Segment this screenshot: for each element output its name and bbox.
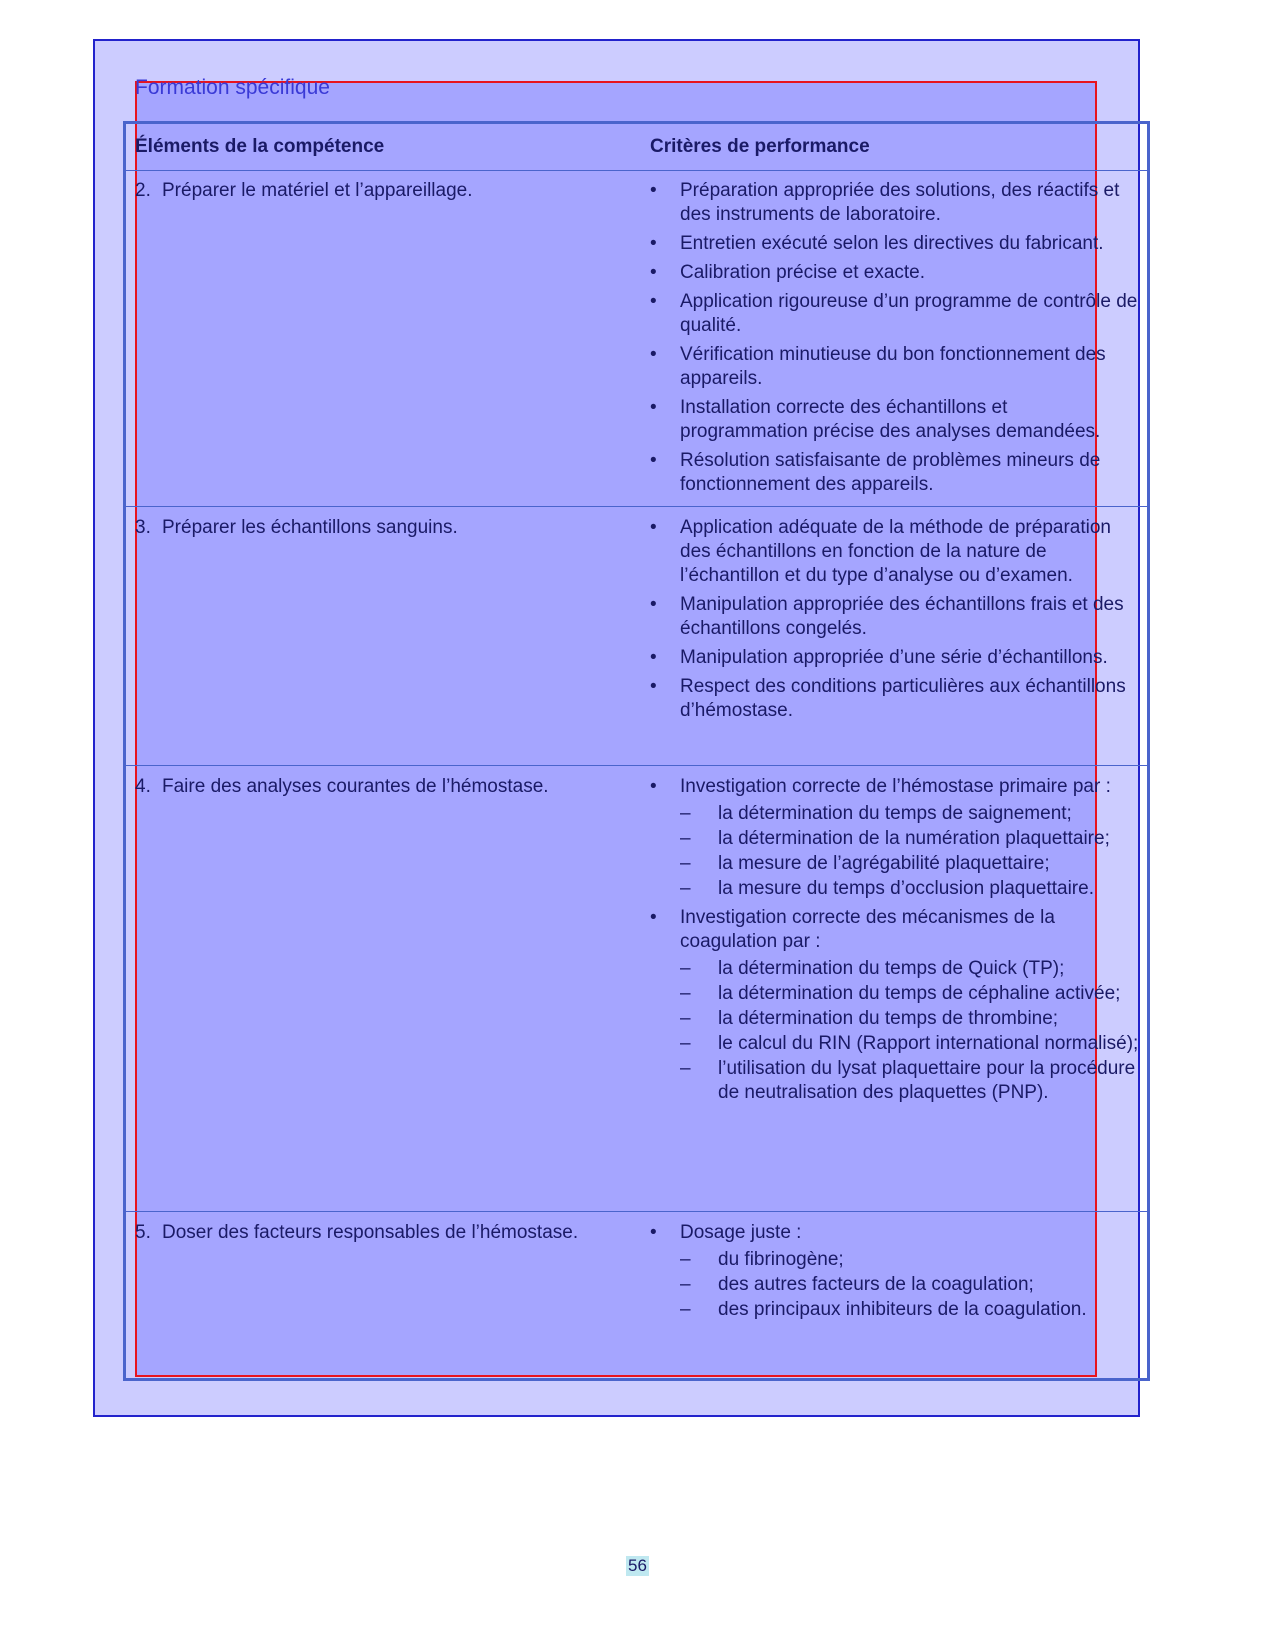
dash-icon: – (680, 1008, 691, 1029)
bullet-icon: • (650, 647, 657, 668)
dash-icon: – (680, 1249, 691, 1270)
element-label: Doser des facteurs responsables de l’hémostase. (162, 1222, 579, 1243)
bullet-icon: • (650, 594, 657, 615)
criteria-item: • Calibration précise et exacte. (650, 262, 926, 283)
bullet-icon: • (650, 776, 657, 797)
dash-icon: – (680, 878, 691, 899)
criteria-item: • Investigation correcte des mécanismes de la coagulation par : – la détermination du temps de Quick (TP); – la détermination du temps de céphaline activée; – la détermination du temps de thrombine; – le calcul du RIN (Rapport international normalisé); – l’utilisation du lysat plaquettaire pour la procédure de neutralisation des plaquettes (PNP). (650, 907, 1139, 1103)
table-row (126, 1212, 1147, 1372)
header-elements: Éléments de la compétence (135, 136, 385, 157)
sub-item: – des principaux inhibiteurs de la coagulation. (680, 1299, 1087, 1320)
element-cell (135, 516, 635, 540)
bullet-icon: • (650, 1222, 657, 1243)
sub-item: – la détermination du temps de céphaline activée; (680, 983, 1121, 1004)
sub-item: – la détermination de la numération plaquettaire; (680, 828, 1110, 849)
dash-icon: – (680, 1058, 691, 1079)
element-label: Préparer le matériel et l’appareillage. (162, 180, 473, 201)
criteria-list (650, 1221, 1140, 1327)
table-row (126, 170, 1147, 507)
criteria-item: • Dosage juste : – du fibrinogène; – des autres facteurs de la coagulation; – des principaux inhibiteurs de la coagulation. (650, 1221, 1140, 1322)
criteria-list (650, 775, 1140, 1110)
criteria-item: • Application rigoureuse d’un programme de contrôle de qualité. (650, 291, 1138, 336)
bullet-icon: • (650, 233, 657, 254)
element-cell (135, 1221, 635, 1245)
bullet-icon: • (650, 291, 657, 312)
dash-icon: – (680, 1274, 691, 1295)
dash-icon: – (680, 1299, 691, 1320)
criteria-item: • Manipulation appropriée des échantillons frais et des échantillons congelés. (650, 594, 1124, 639)
criteria-item: • Installation correcte des échantillons et programmation précise des analyses demandées. (650, 397, 1101, 442)
bullet-icon: • (650, 907, 657, 928)
bullet-icon: • (650, 517, 657, 538)
element-cell (135, 179, 635, 203)
criteria-item: • Manipulation appropriée d’une série d’échantillons. (650, 647, 1108, 668)
bullet-icon: • (650, 344, 657, 365)
element-number: 5. (135, 1222, 151, 1243)
bullet-icon: • (650, 262, 657, 283)
competence-table (123, 121, 1150, 1381)
criteria-item: • Entretien exécuté selon les directives du fabricant. (650, 233, 1104, 254)
criteria-item: • Application adéquate de la méthode de préparation des échantillons en fonction de la nature de l’échantillon et du type d’analyse ou d’examen. (650, 517, 1111, 586)
dash-icon: – (680, 983, 691, 1004)
element-number: 2. (135, 180, 151, 201)
criteria-item: • Résolution satisfaisante de problèmes mineurs de fonctionnement des appareils. (650, 450, 1101, 495)
sub-list (680, 802, 1140, 901)
table-header-row (126, 124, 1147, 171)
element-number: 3. (135, 517, 151, 538)
sub-item: – des autres facteurs de la coagulation; (680, 1274, 1034, 1295)
dash-icon: – (680, 853, 691, 874)
table-row (126, 766, 1147, 1212)
bullet-icon: • (650, 676, 657, 697)
sub-list (680, 957, 1140, 1105)
sub-item: – la mesure de l’agrégabilité plaquettaire; (680, 853, 1050, 874)
criteria-item: • Vérification minutieuse du bon fonctionnement des appareils. (650, 344, 1106, 389)
bullet-icon: • (650, 450, 657, 471)
element-cell (135, 775, 635, 799)
sub-item: – l’utilisation du lysat plaquettaire pour la procédure de neutralisation des plaquettes (PNP). (680, 1058, 1136, 1103)
page-number: 56 (628, 1556, 647, 1575)
criteria-item: • Préparation appropriée des solutions, des réactifs et des instruments de laboratoire. (650, 180, 1120, 225)
sub-item: – le calcul du RIN (Rapport international normalisé); (680, 1033, 1139, 1054)
table-row (126, 507, 1147, 766)
section-title: Formation spécifique (135, 76, 330, 99)
sub-item: – la détermination du temps de Quick (TP); (680, 958, 1065, 979)
dash-icon: – (680, 1033, 691, 1054)
criteria-item: • Investigation correcte de l’hémostase primaire par : – la détermination du temps de saignement; – la détermination de la numération plaquettaire; – la mesure de l’agrégabilité plaquettaire; – la mesure du temps d’occlusion plaquettaire. (650, 775, 1140, 901)
element-label: Préparer les échantillons sanguins. (162, 517, 458, 538)
header-criteria: Critères de performance (650, 136, 870, 157)
bullet-icon: • (650, 180, 657, 201)
dash-icon: – (680, 803, 691, 824)
bullet-icon: • (650, 397, 657, 418)
sub-item: – la détermination du temps de thrombine; (680, 1008, 1059, 1029)
criteria-list (650, 179, 1140, 502)
criteria-item: • Respect des conditions particulières aux échantillons d’hémostase. (650, 676, 1126, 721)
criteria-list (650, 516, 1140, 728)
sub-item: – la détermination du temps de saignement; (680, 803, 1072, 824)
sub-item: – la mesure du temps d’occlusion plaquettaire. (680, 878, 1094, 899)
element-label: Faire des analyses courantes de l’hémostase. (162, 776, 549, 797)
dash-icon: – (680, 828, 691, 849)
sub-list (680, 1248, 1140, 1322)
sub-item: – du fibrinogène; (680, 1249, 844, 1270)
element-number: 4. (135, 776, 151, 797)
dash-icon: – (680, 958, 691, 979)
